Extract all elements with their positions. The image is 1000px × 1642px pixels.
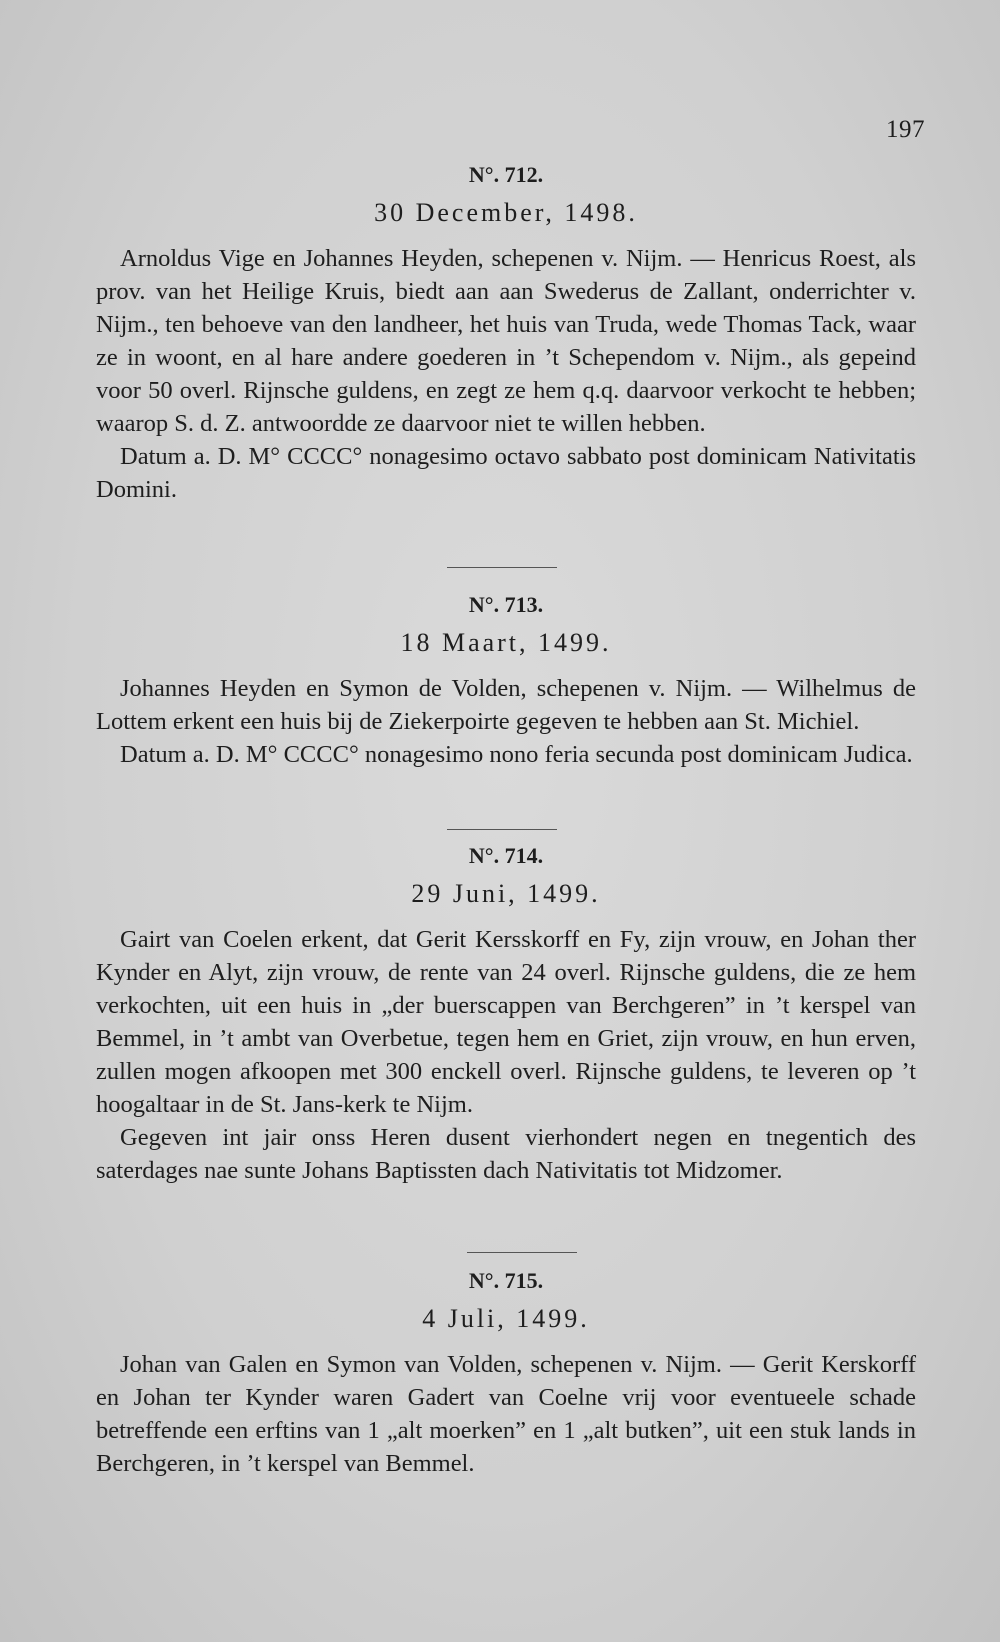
entry-number: N°. 712. [468,162,544,187]
entry-date: 29 Juni, 1499. [411,879,601,908]
entry-body: Arnoldus Vige en Johannes Heyden, schepenen v. Nijm. — Henricus Roest, als prov. van het Heilige Kruis, biedt aan aan Swederus de Zallant, onderrichter v. Nijm., ten behoeve van den landheer, het huis van Truda, wede Thomas Tack, waar ze in woont, en al hare andere goederen in ’t Schependom v. Nijm., als gepeind voor 50 overl. Rijnsche guldens, en zegt ze hem q.q. daarvoor verkocht te hebben; waarop S. d. Z. antwoordde ze daarvoor niet te willen hebben. [96,245,916,437]
entry-712 [96,162,916,506]
separator-line [467,1252,577,1253]
entry-714 [96,843,916,1187]
entry-date: 4 Juli, 1499. [422,1304,590,1333]
entry-dating: Gegeven int jair onss Heren dusent vierhondert negen en tnegentich des saterdages nae sunte Johans Baptissten dach Nativitatis tot Midzomer. [96,1124,916,1184]
entry-body: Johannes Heyden en Symon de Volden, schepenen v. Nijm. — Wilhelmus de Lottem erkent een huis bij de Ziekerpoirte gegeven te hebben aan St. Michiel. [96,675,916,735]
entry-715 [96,1268,916,1480]
entry-body: Gairt van Coelen erkent, dat Gerit Kersskorff en Fy, zijn vrouw, en Johan ther Kynder en Alyt, zijn vrouw, de rente van 24 overl. Rijnsche guldens, die ze hem verkochten, uit een huis in „der buerscappen van Berchgeren” in ’t kerspel van Bemmel, in ’t ambt van Overbetue, tegen hem en Griet, zijn vrouw, en hun erven, zullen mogen afkoopen met 300 enckell overl. Rijnsche guldens, te leveren op ’t hoogaltaar in de St. Jans-kerk te Nijm. [96,926,916,1118]
page-number: 197 [886,116,925,143]
entry-number: N°. 713. [468,592,544,617]
entry-713 [96,592,916,771]
entry-number: N°. 714. [468,843,544,868]
entry-dating: Datum a. D. M° CCCC° nonagesimo nono feria secunda post dominicam Judica. [120,741,913,768]
entry-date: 18 Maart, 1499. [400,628,612,657]
separator-line [447,829,557,830]
separator-line [447,567,557,568]
entry-number: N°. 715. [468,1268,544,1293]
entry-body: Johan van Galen en Symon van Volden, schepenen v. Nijm. — Gerit Kerskorff en Johan ter Kynder waren Gadert van Coelne vrij voor eventueele schade betreffende een erftins van 1 „alt moerken” en 1 „alt butken”, uit een stuk lands in Berchgeren, in ’t kerspel van Bemmel. [96,1351,916,1477]
entry-dating: Datum a. D. M° CCCC° nonagesimo octavo sabbato post dominicam Nativitatis Domini. [96,443,916,503]
entry-date: 30 December, 1498. [374,198,638,227]
